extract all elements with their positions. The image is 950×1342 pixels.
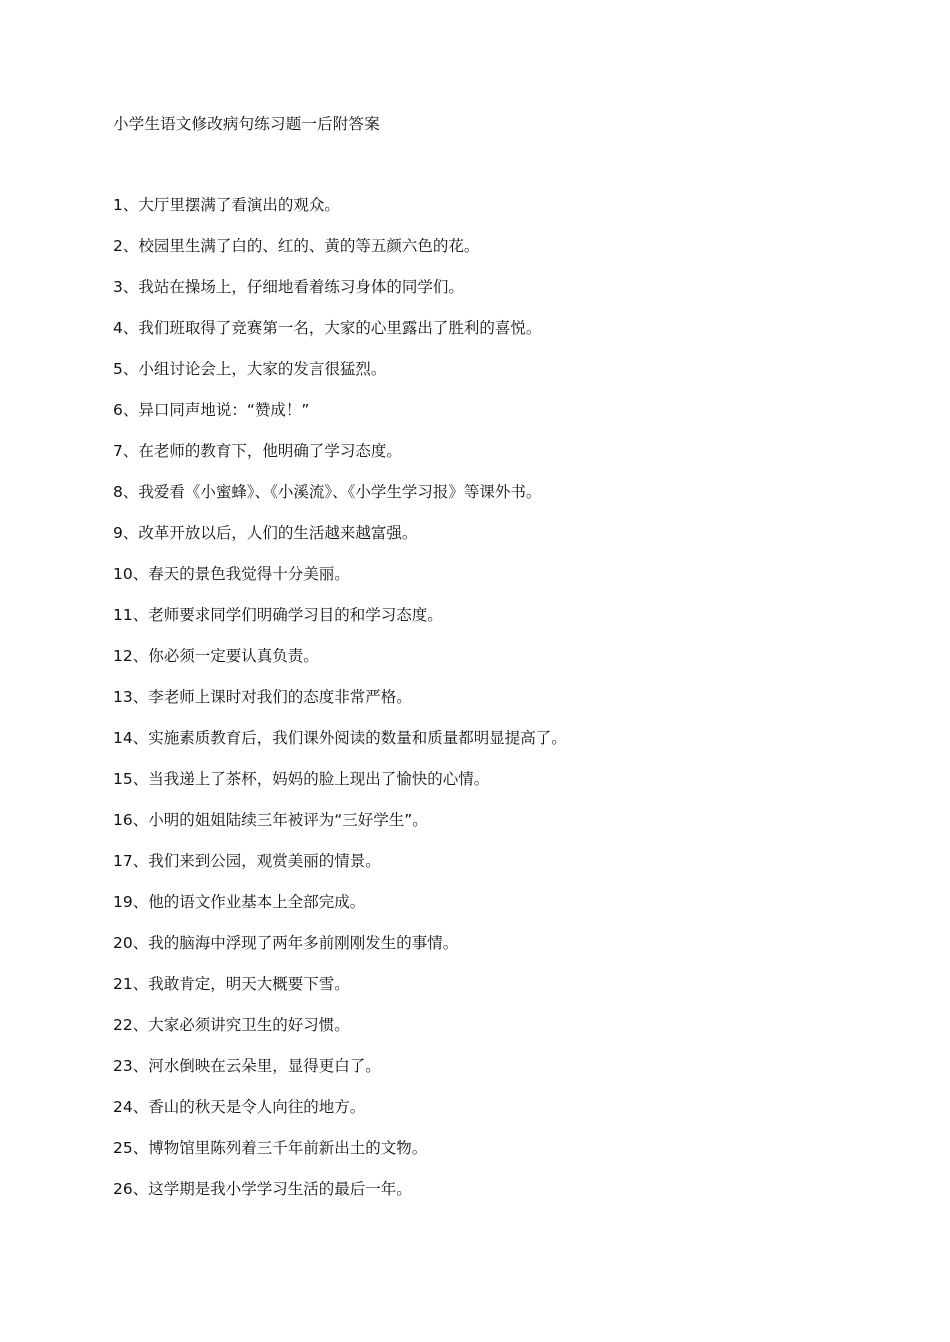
- exercise-sentence: 他的语文作业基本上全部完成。: [148, 893, 366, 911]
- exercise-item: [113, 437, 567, 478]
- exercise-number: 22、: [113, 1016, 149, 1034]
- exercise-number: 1、: [113, 196, 139, 214]
- exercise-item: [113, 273, 567, 314]
- exercise-item: [113, 601, 567, 642]
- exercise-number: 6、: [113, 401, 139, 419]
- exercise-item: [113, 724, 567, 765]
- exercise-list: [113, 191, 567, 1216]
- exercise-item: [113, 806, 567, 847]
- exercise-item: [113, 478, 567, 519]
- exercise-sentence: 你必须一定要认真负责。: [148, 647, 319, 665]
- exercise-sentence: 李老师上课时对我们的态度非常严格。: [148, 688, 412, 706]
- exercise-sentence: 异口同声地说：“赞成！”: [138, 401, 310, 419]
- exercise-number: 8、: [113, 483, 139, 501]
- exercise-number: 9、: [113, 524, 139, 542]
- exercise-sentence: 当我递上了茶杯，妈妈的脸上现出了愉快的心情。: [148, 770, 490, 788]
- exercise-item: [113, 847, 567, 888]
- exercise-number: 24、: [113, 1098, 149, 1116]
- exercise-item: [113, 642, 567, 683]
- exercise-sentence: 我爱看《小蜜蜂》、《小溪流》、《小学生学习报》等课外书。: [138, 483, 542, 501]
- exercise-item: [113, 1052, 567, 1093]
- exercise-item: [113, 765, 567, 806]
- exercise-number: 23、: [113, 1057, 149, 1075]
- exercise-item: [113, 191, 567, 232]
- exercise-sentence: 大厅里摆满了看演出的观众。: [138, 196, 340, 214]
- exercise-number: 21、: [113, 975, 149, 993]
- exercise-number: 4、: [113, 319, 139, 337]
- exercise-number: 25、: [113, 1139, 149, 1157]
- exercise-item: [113, 355, 567, 396]
- exercise-item: [113, 396, 567, 437]
- exercise-item: [113, 519, 567, 560]
- exercise-item: [113, 683, 567, 724]
- exercise-sentence: 实施素质教育后，我们课外阅读的数量和质量都明显提高了。: [148, 729, 567, 747]
- exercise-number: 13、: [113, 688, 149, 706]
- exercise-number: 16、: [113, 811, 149, 829]
- exercise-item: [113, 888, 567, 929]
- exercise-sentence: 校园里生满了白的、红的、黄的等五颜六色的花。: [138, 237, 480, 255]
- exercise-number: 20、: [113, 934, 149, 952]
- exercise-number: 3、: [113, 278, 139, 296]
- exercise-item: [113, 1011, 567, 1052]
- exercise-sentence: 改革开放以后，人们的生活越来越富强。: [138, 524, 418, 542]
- exercise-number: 15、: [113, 770, 149, 788]
- exercise-item: [113, 1093, 567, 1134]
- document-title: 小学生语文修改病句练习题一后附答案: [113, 115, 380, 133]
- exercise-number: 11、: [113, 606, 149, 624]
- exercise-number: 10、: [113, 565, 149, 583]
- exercise-sentence: 河水倒映在云朵里，显得更白了。: [148, 1057, 381, 1075]
- exercise-sentence: 我站在操场上，仔细地看着练习身体的同学们。: [138, 278, 464, 296]
- exercise-number: 17、: [113, 852, 149, 870]
- exercise-number: 14、: [113, 729, 149, 747]
- exercise-number: 5、: [113, 360, 139, 378]
- exercise-sentence: 这学期是我小学学习生活的最后一年。: [148, 1180, 412, 1198]
- exercise-number: 7、: [113, 442, 139, 460]
- exercise-sentence: 在老师的教育下，他明确了学习态度。: [138, 442, 402, 460]
- exercise-sentence: 我们班取得了竞赛第一名，大家的心里露出了胜利的喜悦。: [138, 319, 542, 337]
- exercise-sentence: 我的脑海中浮现了两年多前刚刚发生的事情。: [148, 934, 459, 952]
- exercise-item: [113, 232, 567, 273]
- exercise-sentence: 博物馆里陈列着三千年前新出土的文物。: [148, 1139, 428, 1157]
- exercise-sentence: 小明的姐姐陆续三年被评为“三好学生”。: [148, 811, 428, 829]
- exercise-number: 12、: [113, 647, 149, 665]
- exercise-item: [113, 970, 567, 1011]
- exercise-item: [113, 314, 567, 355]
- exercise-sentence: 小组讨论会上，大家的发言很猛烈。: [138, 360, 387, 378]
- exercise-item: [113, 560, 567, 601]
- exercise-number: 19、: [113, 893, 149, 911]
- exercise-item: [113, 1134, 567, 1175]
- exercise-sentence: 我敢肯定，明天大概要下雪。: [148, 975, 350, 993]
- exercise-sentence: 老师要求同学们明确学习目的和学习态度。: [148, 606, 443, 624]
- exercise-sentence: 大家必须讲究卫生的好习惯。: [148, 1016, 350, 1034]
- exercise-number: 26、: [113, 1180, 149, 1198]
- exercise-sentence: 我们来到公园，观赏美丽的情景。: [148, 852, 381, 870]
- exercise-sentence: 春天的景色我觉得十分美丽。: [148, 565, 350, 583]
- exercise-item: [113, 929, 567, 970]
- exercise-sentence: 香山的秋天是令人向往的地方。: [148, 1098, 366, 1116]
- exercise-number: 2、: [113, 237, 139, 255]
- exercise-item: [113, 1175, 567, 1216]
